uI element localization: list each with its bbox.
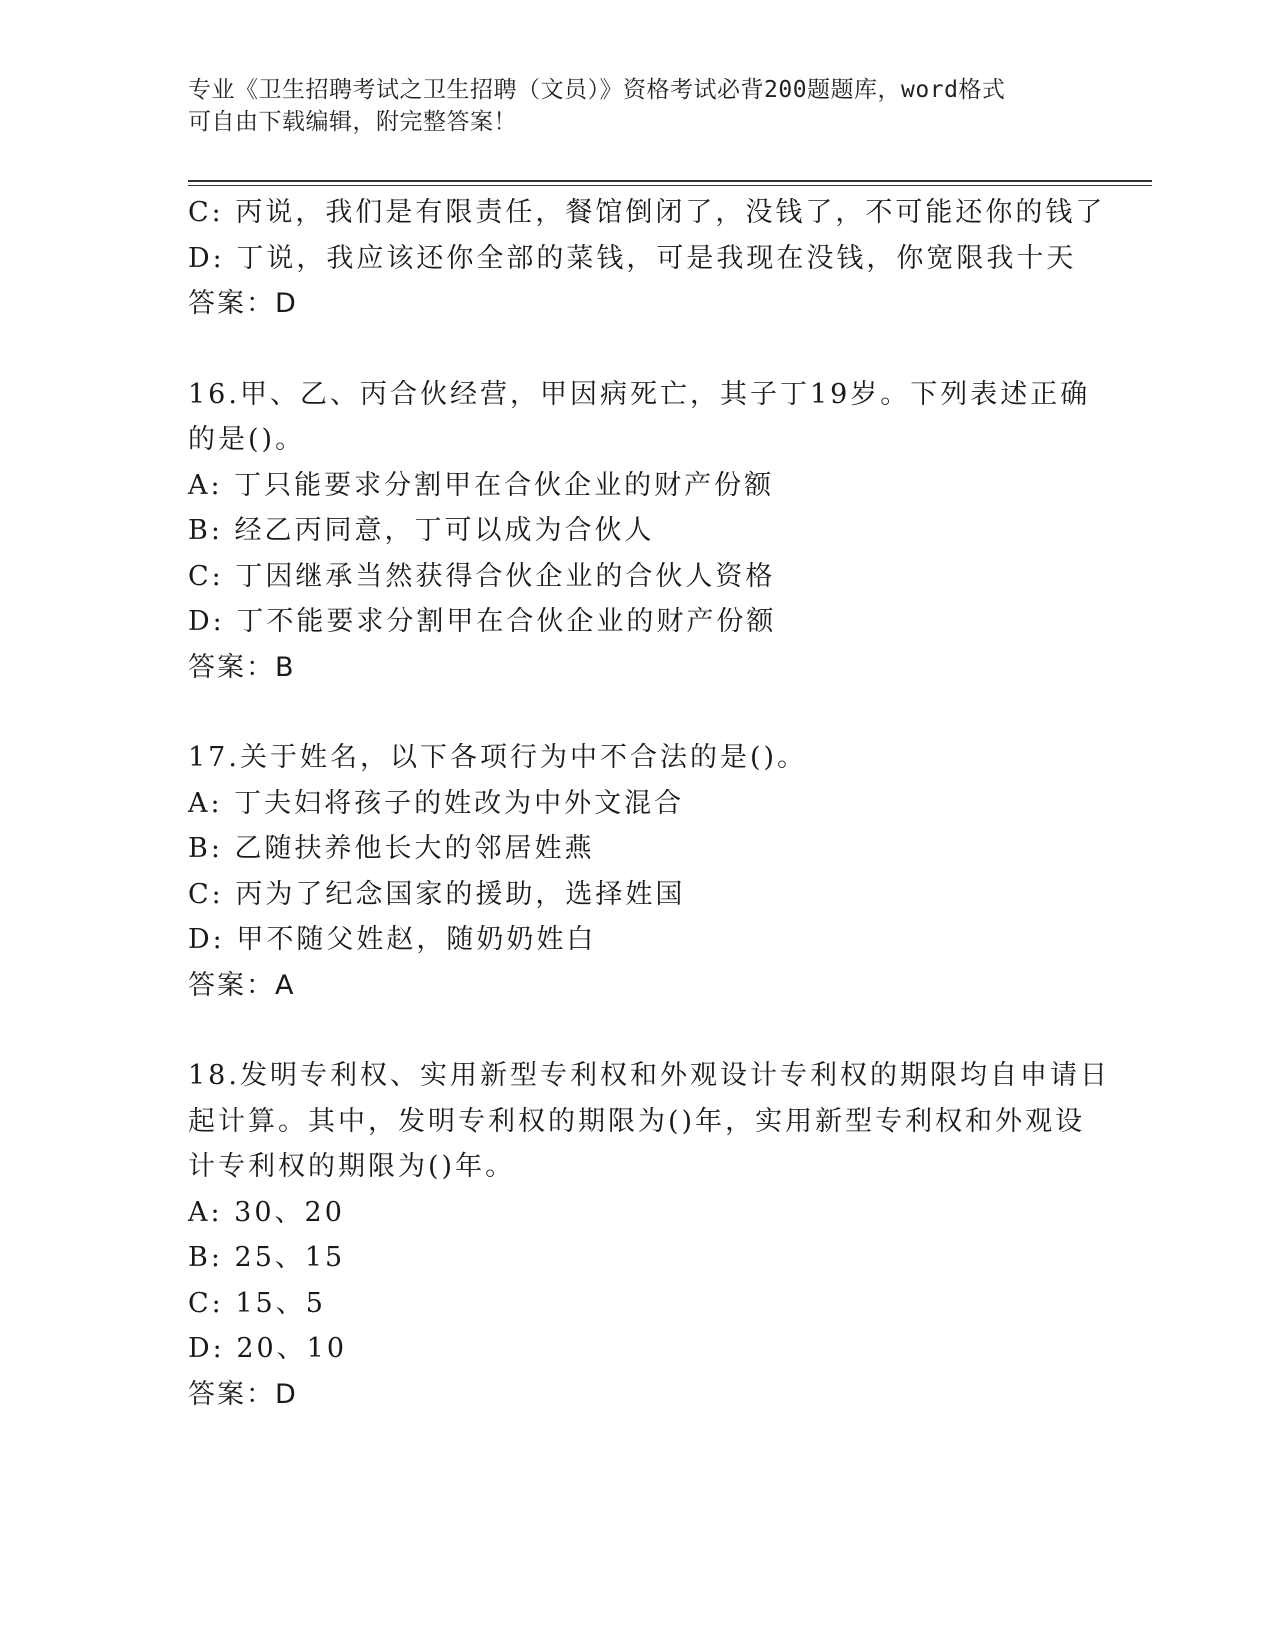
answer-line: 答案：A: [188, 969, 296, 1001]
header-divider-thick: [188, 180, 1152, 182]
page-header: [188, 74, 1088, 138]
question-stem: 的是()。: [188, 424, 306, 455]
option-d: D: 丁不能要求分割甲在合伙企业的财产份额: [188, 606, 777, 637]
option-d: D: 20、10: [188, 1333, 348, 1364]
header-divider-thin: [188, 185, 1152, 186]
option-c: C: 丙说，我们是有限责任，餐馆倒闭了，没钱了，不可能还你的钱了: [188, 197, 1106, 228]
answer-line: 答案：D: [188, 1378, 298, 1410]
option-d: D: 丁说，我应该还你全部的菜钱，可是我现在没钱，你宽限我十天: [188, 242, 1077, 274]
option-c: C: 丁因继承当然获得合伙企业的合伙人资格: [188, 560, 776, 592]
question-17: [188, 735, 1088, 1008]
question-16: [188, 372, 1091, 691]
answer-line: 答案：B: [188, 651, 296, 683]
header-line-1: 专业《卫生招聘考试之卫生招聘（文员）》资格考试必背200题题库，word格式: [188, 77, 1006, 103]
question-stem: 起计算。其中，发明专利权的期限为()年，实用新型专利权和外观设: [188, 1105, 1086, 1137]
option-b: B: 乙随扶养他长大的邻居姓燕: [188, 833, 595, 864]
option-a: A: 30、20: [188, 1196, 345, 1228]
option-c: C: 丙为了纪念国家的援助，选择姓国: [188, 878, 686, 910]
spacer: [188, 690, 1088, 735]
spacer: [188, 1008, 1088, 1053]
question-stem: 18.发明专利权、实用新型专利权和外观设计专利权的期限均自申请日: [188, 1060, 1110, 1091]
option-c: C: 15、5: [188, 1287, 326, 1319]
option-b: B: 经乙丙同意，丁可以成为合伙人: [188, 515, 655, 546]
option-d: D: 甲不随父姓赵，随奶奶姓白: [188, 924, 597, 955]
answer-line: 答案：D: [188, 288, 298, 319]
spacer: [188, 327, 1088, 372]
question-stem: 16.甲、乙、丙合伙经营，甲因病死亡，其子丁19岁。下列表述正确: [188, 378, 1091, 410]
header-line-2: 可自由下载编辑，附完整答案！: [188, 109, 517, 135]
question-15-continuation: [188, 190, 1106, 327]
question-stem: 计专利权的期限为()年。: [188, 1151, 516, 1182]
option-a: A: 丁夫妇将孩子的姓改为中外文混合: [188, 787, 685, 819]
question-stem: 17.关于姓名，以下各项行为中不合法的是()。: [188, 742, 808, 773]
option-a: A: 丁只能要求分割甲在合伙企业的财产份额: [188, 469, 775, 501]
question-18: [188, 1053, 1110, 1417]
question-content: [188, 190, 1110, 1417]
option-b: B: 25、15: [188, 1242, 346, 1273]
